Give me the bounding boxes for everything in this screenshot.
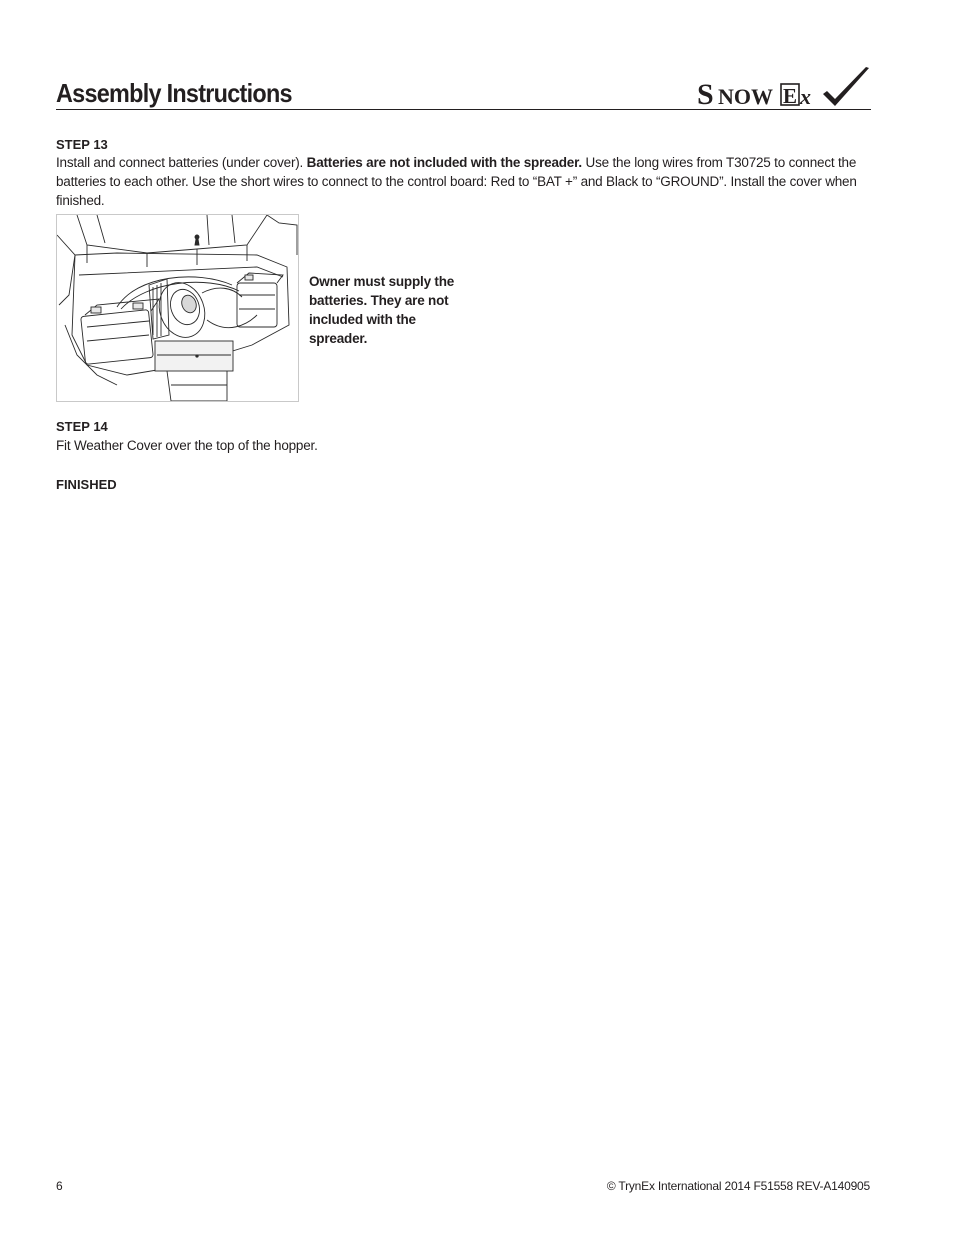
step-13-text [56,153,871,210]
svg-text:x: x [800,84,811,108]
title-rule [56,109,871,110]
step-13-text-part1: Install and connect batteries (under cover). [56,155,307,170]
step-13-heading: STEP 13 [56,137,108,152]
svg-text:NOW: NOW [718,84,773,108]
step-13-text-part2: Use the long wires from T30725 to connect the batteries to each other. Use the short wires to connect to the control board: Red to “BAT +” and Black to “GROUND”. Install the cover when finished. [56,155,857,208]
snowex-logo [695,66,871,108]
step-14-text: Fit Weather Cover over the top of the hopper. [56,438,318,453]
finished-label: FINISHED [56,477,117,492]
battery-callout: Owner must supply the batteries. They are not included with the spreader. [309,274,455,346]
step-14-heading: STEP 14 [56,419,108,434]
battery-installation-figure [56,214,299,402]
page-number: 6 [56,1179,63,1193]
page-title: Assembly Instructions [56,78,292,108]
footer-copyright: © TrynEx International 2014 F51558 REV-A140905 [606,1179,870,1193]
svg-text:S: S [697,78,714,108]
step-13-text-bold: Batteries are not included with the spreader. [306,155,582,170]
svg-text:E: E [783,84,798,108]
